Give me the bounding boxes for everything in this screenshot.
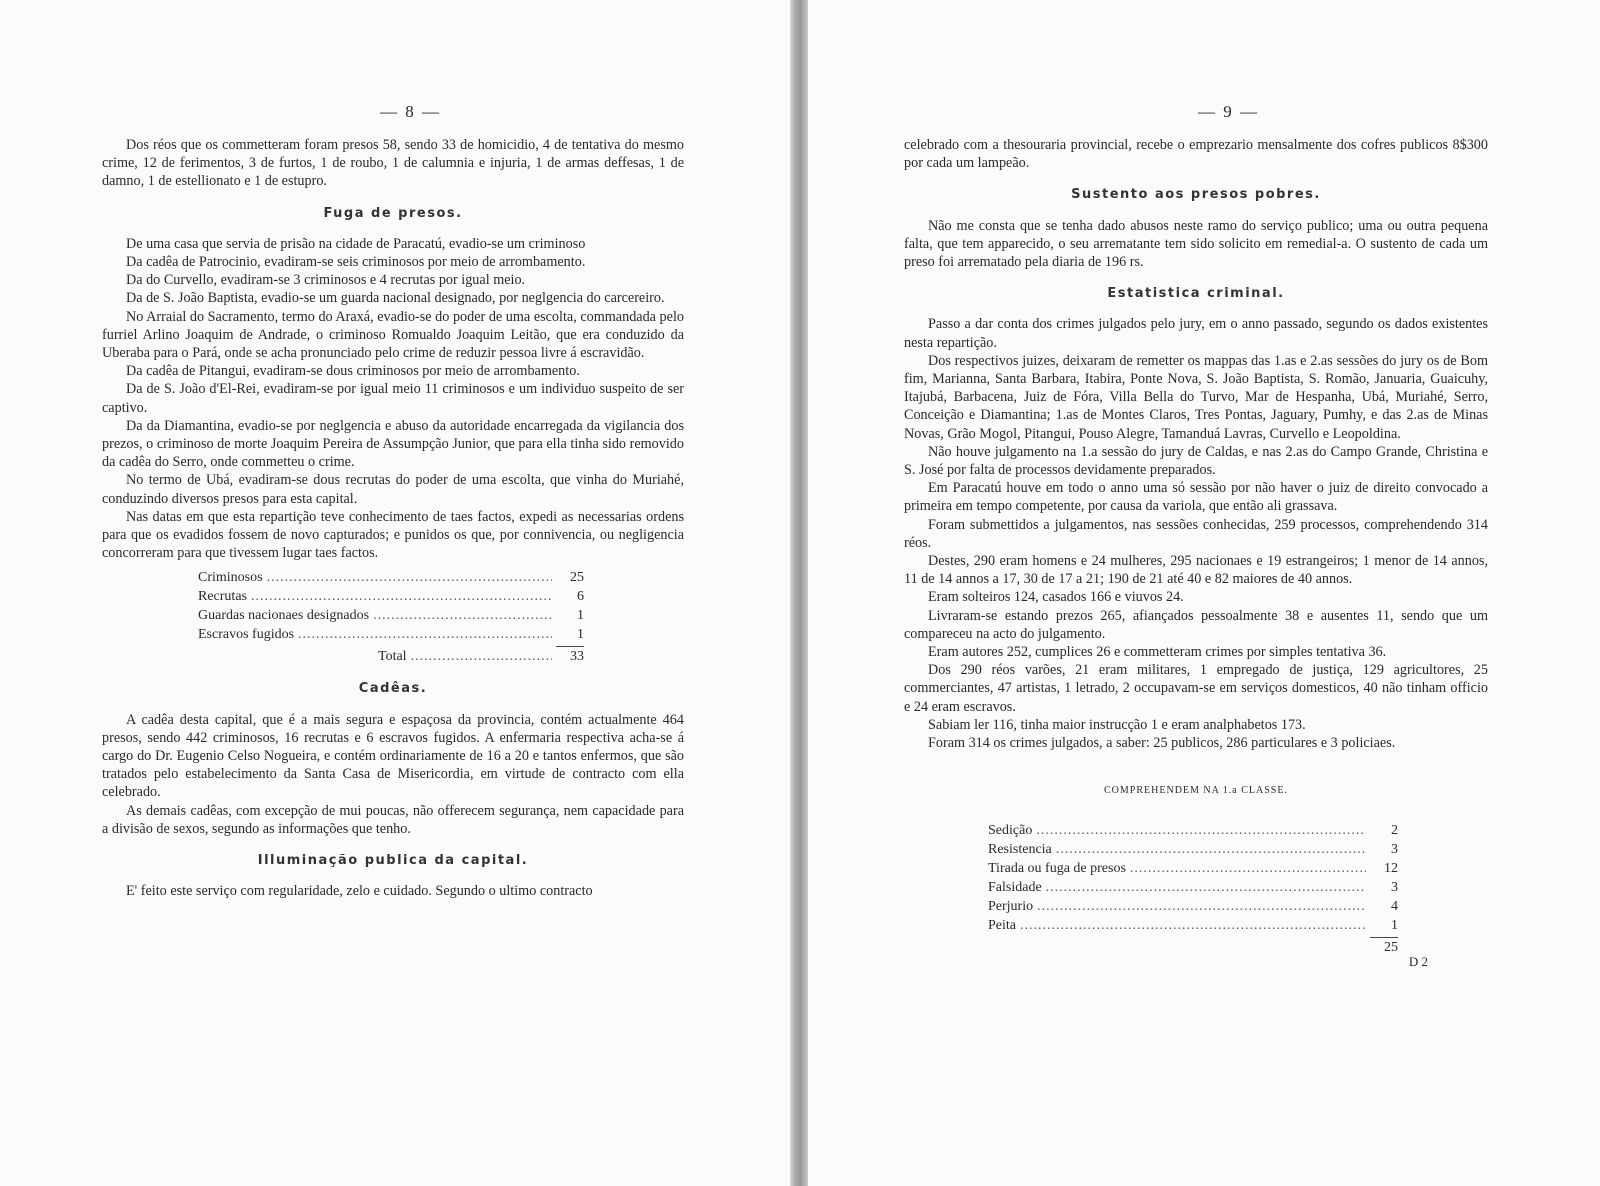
left-page [0,0,790,1186]
paragraph: De uma casa que servia de prisão na cidade de Paracatú, evadio-se um criminoso [126,235,586,252]
paragraph: Livraram-se estando prezos 265, afiançados pessoalmente 38 e ausentes 11, sendo que um compareceu na acto do julgamento. [904,607,1488,642]
paragraph: Foram 314 os crimes julgados, a saber: 25 publicos, 286 particulares e 3 policiaes. [928,735,1396,752]
paragraph: Da da Diamantina, evadio-se por neglgencia e abuso da autoridade encarregada da vigilancia dos prezos, o criminoso de morte Joaquim Pereira de Assumpção Junior, que para ella tinha sido removido da cadêa do Serro, onde commetteu o crime. [102,417,684,471]
paragraph: Da de S. João d'El-Rei, evadiram-se por igual meio 11 criminosos e um individuo suspeito de ser captivo. [102,381,684,416]
paragraph: Nas datas em que esta repartição teve conhecimento de taes factos, expedi as necessarias ordens para que os evadidos fossem de novo capturados; e punidos os que, por connivencia, ou negligencia concorreram para que tivessem lugar taes factos. [102,508,684,562]
book-gutter [790,0,808,1186]
paragraph: Eram solteiros 124, casados 166 e viuvos 24. [928,589,1184,606]
section-heading-illuminacao: Illuminação publica da capital. [257,853,529,869]
right-text-column [904,136,1488,971]
paragraph: Sabiam ler 116, tinha maior instrucção 1 e eram analphabetos 173. [928,716,1306,733]
right-page [808,0,1600,1186]
paragraph: No termo de Ubá, evadiram-se dous recrutas do poder de uma escolta, que vinha do Muriahé, conduzindo diversos presos para esta capital. [102,472,684,507]
paragraph: Da de S. João Baptista, evadio-se um guarda nacional designado, por neglgencia do carcereiro. [126,290,665,307]
table-row: Recrutas ..... 6 [198,587,584,606]
paragraph: Eram autores 252, cumplices 26 e commetteram crimes por simples tentativa 36. [928,644,1387,661]
paragraph: Dos réos que os commetteram foram presos 58, sendo 33 de homicidio, 4 de tentativa do mesmo crime, 12 de ferimentos, 3 de furtos, 1 de roubo, 1 de calumnia e injuria, 1 de armas deffesas, 1 de damno, 1 de estellionato e 1 de estupro. [102,137,684,190]
section-heading-cadeas: Cadêas. [358,681,428,697]
table-row: Tirada ou fuga de presos ..... 12 [988,859,1398,878]
paragraph: As demais cadêas, com excepção de mui poucas, não offerecem segurança, nem capacidade para a divisão de sexos, segundo as informações que tenho. [102,802,684,837]
table-caption: COMPREHENDEM NA 1.a CLASSE. [1104,785,1288,797]
table-row: Criminosos ..... 25 [198,568,584,587]
page-number: — 9 — [1198,102,1259,121]
paragraph: Não me consta que se tenha dado abusos neste ramo do serviço publico; uma ou outra pequena falta, que tem apparecido, o seu arrematante tem sido solicito em remedial-a. O sustento de cada um preso foi arrematado pela diaria de 196 rs. [904,217,1488,271]
paragraph: Destes, 290 eram homens e 24 mulheres, 295 nacionaes e 19 estrangeiros; 1 menor de 14 annos, 11 de 14 annos a 17, 30 de 17 a 21; 190 de 21 até 40 e 82 maiores de 40 annos. [904,553,1488,588]
table-row: Sedição ..... 2 [988,821,1398,840]
paragraph: Dos respectivos juizes, deixaram de remetter os mappas das 1.as e 2.as sessões do jury os de Bom fim, Marianna, Santa Barbara, Itabira, Ponte Nova, S. João Baptista, S. Romão, Januaria, Guaicuhy, Itajubá, Barbacena, Juiz de Fóra, Villa Bella do Turvo, Mar de Hespanha, Ubá, Muriahé, Serro, Conceição e Diamantina; 1.as de Montes Claros, Tres Pontas, Jaguary, Pumhy, e das 2.as de Minas Novas, Grão Mogol, Pitangui, Pouso Alegre, Tamanduá Lavras, Curvello e Leopoldina. [904,352,1488,442]
table-total-row: Total ..... 33 [198,647,584,666]
paragraph: Da cadêa de Patrocinio, evadiram-se seis criminosos por meio de arrombamento. [126,254,586,271]
paragraph: Da cadêa de Pitangui, evadiram-se dous criminosos por meio de arrombamento. [126,363,580,380]
paragraph: Da do Curvello, evadiram-se 3 criminosos e 4 recrutas por igual meio. [126,272,526,289]
table-row: Peita ..... 1 [988,916,1398,935]
section-heading-estatistica: Estatistica criminal. [1107,286,1285,302]
paragraph: celebrado com a thesouraria provincial, recebe o emprezario mensalmente dos cofres publicos 8$300 por cada um lampeão. [904,137,1488,172]
table-row: Perjurio ..... 4 [988,897,1398,916]
paragraph: No Arraial do Sacramento, termo do Araxá, evadio-se do poder de uma escolta, commandada pelo furriel Arlino Joaquim de Andrade, o criminoso Romualdo Joaquim Leitão, que era conduzido da Uberaba para o Pará, onde se acha pronunciado pelo crime de reduzir pessoa livre á escravidão. [102,308,684,362]
left-text-column [102,136,684,901]
paragraph: Dos 290 réos varões, 21 eram militares, 1 empregado de justiça, 129 agricultores, 25 commerciantes, 47 artistas, 1 letrado, 2 occupavam-se em serviços domesticos, 40 não tinham officio e 24 eram escravos. [904,662,1488,715]
table-sum: 25 [1384,939,1398,955]
signature-mark: D 2 [1408,953,1428,969]
paragraph: Não houve julgamento na 1.a sessão do jury de Caldas, e nas 2.as do Campo Grande, Christina e S. José por falta de processos devidamente preparados. [904,443,1488,479]
section-heading-fuga: Fuga de presos. [323,205,463,221]
crimes-table [988,821,1398,957]
paragraph: A cadêa desta capital, que é a mais segura e espaçosa da provincia, contém actualmente 464 presos, sendo 442 criminosos, 16 recrutas e 6 escravos fugidos. A enfermaria respectiva acha-se á cargo do Dr. Eugenio Celso Nogueira, e contém ordinariamente de 16 a 20 e tantos enfermos, que são tratados pelo estabelecimento da Santa Casa de Misericordia, em virtude de contracto com ella celebrado. [102,711,684,801]
paragraph: Em Paracatú houve em todo o anno uma só sessão por não haver o juiz de direito convocado a primeira em tempo competente, por causa da variola, que então ali grassava. [904,480,1488,515]
table-row: Resistencia ..... 3 [988,840,1398,859]
table-row: Escravos fugidos ..... 1 [198,625,584,644]
paragraph: Foram submettidos a julgamentos, nas sessões conhecidas, 259 processos, comprehendendo 314 réos. [904,516,1488,551]
paragraph: Passo a dar conta dos crimes julgados pelo jury, em o anno passado, segundo os dados existentes nesta repartição. [904,316,1488,351]
page-number: — 8 — [380,102,441,121]
section-heading-sustento: Sustento aos presos pobres. [1071,187,1321,203]
fugitives-table [198,568,584,666]
paragraph: E' feito este serviço com regularidade, zelo e cuidado. Segundo o ultimo contracto [126,883,593,900]
table-row: Falsidade ..... 3 [988,878,1398,897]
table-row: Guardas nacionaes designados ..... 1 [198,606,584,625]
